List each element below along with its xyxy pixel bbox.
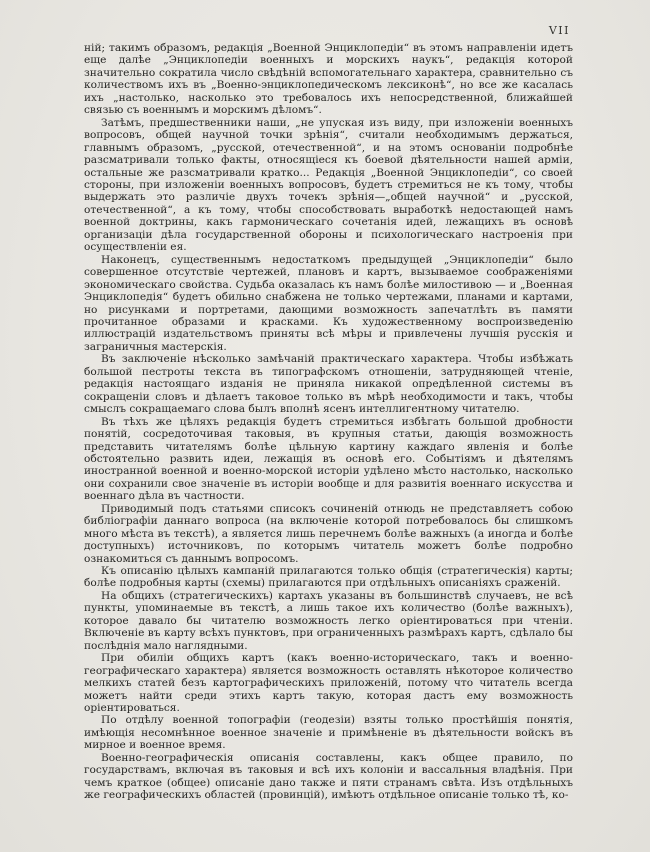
paragraph-3: Наконецъ, существеннымъ недостаткомъ предыдущей „Энциклопедіи“ было совершенное отсутствіе чертежей, плановъ и картъ, вызываемое соображеніями экономическаго свойства. Судьба оказалась къ намъ болѣе милостивою — и „Военная Энциклопедія“ будетъ обильно снабжена не только чертежами, планами и картами, но рисунками и портретами, дающими возможность запечатлѣть въ памяти прочитанное образами и красками. Къ художественному воспроизведенію иллюстрацій издательствомъ приняты всѣ мѣры и привлечены лучшія русскія и заграничныя мастерскія. xyxy=(84,253,573,353)
paragraph-5: Въ тѣхъ же цѣляхъ редакція будетъ стремиться избѣгать большой дробности понятій, сосредоточивая таковыя, въ крупныя статьи, дающія возможность представить читателямъ болѣе цѣльную картину каждаго явленія и болѣе обстоятельно развить идеи, лежащія въ основѣ его. Событіямъ и дѣятелямъ иностранной военной и военно-морской исторіи удѣлено мѣсто настолько, насколько они сохранили свое значеніе въ исторіи вообще и для развитія военнаго искусства и военнаго дѣла въ частности. xyxy=(84,415,573,503)
paragraph-8: На общихъ (стратегическихъ) картахъ указаны въ большинствѣ случаевъ, не всѣ пункты, упоминаемые въ текстѣ, а лишь такое ихъ количество (болѣе важныхъ), которое давало бы читателю возможность легко оріентироваться при чтеніи. Включеніе въ карту всѣхъ пунктовъ, при ограниченныхъ размѣрахъ картъ, сдѣлало бы послѣднія мало наглядными. xyxy=(84,589,573,652)
paragraph-6: Приводимый подъ статьями списокъ сочиненій отнюдь не представляетъ собою библіографіи даннаго вопроса (на включеніе которой потребовалось бы слишкомъ много мѣста въ текстѣ), а является лишь перечнемъ болѣе важныхъ (а иногда и болѣе доступныхъ) источниковъ, по которымъ читатель можетъ болѣе подробно ознакомиться съ даннымъ вопросомъ. xyxy=(84,502,573,565)
paragraph-10: По отдѣлу военной топографіи (геодезіи) взяты только простѣйшія понятія, имѣющія несомнѣнное военное значеніе и примѣненіе въ дѣятельности войскъ въ мирное и военное время. xyxy=(84,714,573,752)
paragraph-1: ній; такимъ образомъ, редакція „Военной Энциклопедіи“ въ этомъ направленіи идетъ еще далѣе „Энциклопедіи военныхъ и морскихъ наукъ“, редакція которой значительно сократила число свѣдѣній вспомогательнаго характера, сравнительно съ количествомъ ихъ въ „Военно-энциклопедическомъ лексиконѣ“, но все же касалась ихъ „настолько, насколько это требовалось ихъ непосредственной, ближайшей связью съ военнымъ и морскимъ дѣломъ“. xyxy=(84,42,573,117)
paragraph-4: Въ заключеніе нѣсколько замѣчаній практическаго характера. Чтобы избѣжать большой пестроты текста въ типографскомъ отношеніи, затрудняющей чтеніе, редакція настоящаго изданія не приняла никакой опредѣленной системы въ сокращеніи словъ и дѣлаетъ таковое только въ мѣрѣ необходимости и такъ, чтобы смыслъ сокращаемаго слова былъ вполнѣ ясенъ интеллигентному читателю. xyxy=(84,353,573,416)
paragraph-9: При обиліи общихъ картъ (какъ военно-историческаго, такъ и военно-географическаго характера) является возможность оставлять нѣкоторое количество мелкихъ статей безъ картографическихъ приложеній, потому что читатель всегда можетъ найти среди этихъ картъ такую, которая дастъ ему возможность оріентироваться. xyxy=(84,652,573,715)
text-block xyxy=(84,42,573,802)
paragraph-2: Затѣмъ, предшественники наши, „не упуская изъ виду, при изложеніи военныхъ вопросовъ, общей научной точки зрѣнія“, считали необходимымъ держаться, главнымъ образомъ, „русской, отечественной“, и на этомъ основаніи подробнѣе разсматривали только факты, относящіеся къ боевой дѣятельности нашей арміи, остальные же разсматривали кратко... Редакція „Военной Энциклопедіи“, со своей стороны, при изложеніи военныхъ вопросовъ, будетъ стремиться не къ тому, чтобы выдержать это различіе двухъ точекъ зрѣнія—„общей научной“ и „русской, отечественной“, а къ тому, чтобы способствовать выработкѣ недостающей намъ военной доктрины, какъ гармоническаго сочетанія идей, лежащихъ въ основѣ организаціи дѣла государственной обороны и психологическаго настроенія при осуществленіи ея. xyxy=(84,116,573,254)
paragraph-7: Къ описанію цѣлыхъ кампаній прилагаются только общія (стратегическія) карты; болѣе подробныя карты (схемы) прилагаются при отдѣльныхъ описаніяхъ сраженій. xyxy=(84,565,573,590)
page-number: VII xyxy=(548,24,570,37)
paragraph-11: Военно-географическія описанія составлены, какъ общее правило, по государствамъ, включая въ таковыя и всѣ ихъ колоніи и вассальныя владѣнія. При чемъ краткое (общее) описаніе дано также и пяти странамъ свѣта. Изъ отдѣльныхъ же географическихъ областей (провинцій), имѣютъ отдѣльное описаніе только тѣ, ко- xyxy=(84,751,573,802)
